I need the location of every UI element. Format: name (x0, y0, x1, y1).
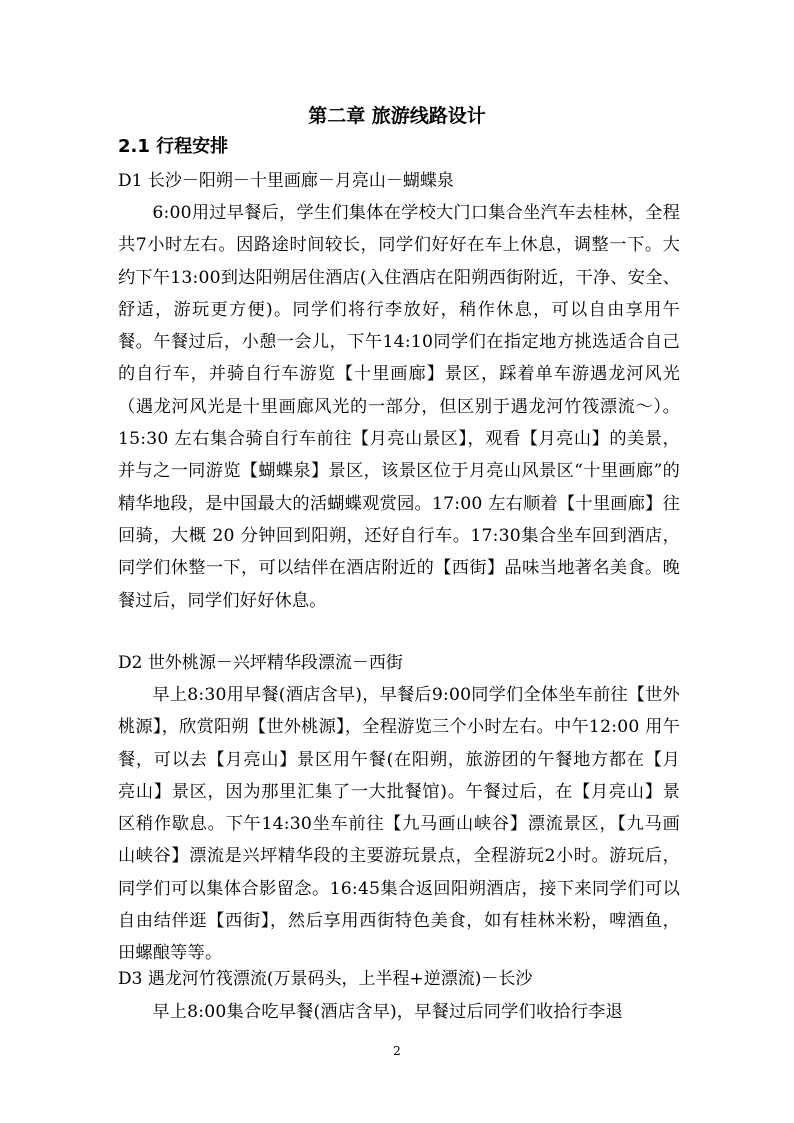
page-number: 2 (393, 1044, 401, 1058)
day-3-heading: D3 遇龙河竹筏漂流(万景码头，上半程+逆漂流)－长沙 (118, 969, 533, 989)
day-1-paragraph: 6:00用过早餐后，学生们集体在学校大门口集合坐汽车去桂林，全程共7小时左右。因路途时间较长，同学们好好在车上休息，调整一下。大约下午13:00到达阳朔居住酒店(入住酒店在阳朔西街附近，干净、安全、舒适，游玩更方便)。同学们将行李放好，稍作休息，可以自由享用午餐。午餐过后，小憩一会儿，下午14:10同学们在指定地方挑选适合自己的自行车，并骑自行车游览【十里画廊】景区，踩着单车游遇龙河风光（遇龙河风光是十里画廊风光的一部分，但区别于遇龙河竹筏漂流～）。15:30 左右集合骑自行车前往【月亮山景区】，观看【月亮山】的美景，并与之一同游览【蝴蝶泉】景区，该景区位于月亮山风景区“十里画廊”的精华地段，是中国最大的活蝴蝶观赏园。17:00 左右顺着【十里画廊】往回骑，大概 20 分钟回到阳朔，还好自行车。17:30集合坐车回到酒店，同学们休整一下，可以结伴在酒店附近的【西街】品味当地著名美食。晚餐过后，同学们好好休息。 (118, 203, 680, 611)
section-title: 2.1 行程安排 (118, 136, 229, 157)
day-2-paragraph: 早上8:30用早餐(酒店含早)，早餐后9:00同学们全体坐车前往【世外桃源】，欣赏阳朔【世外桃源】，全程游览三个小时左右。中午12:00 用午餐，可以去【月亮山】景区用午餐(在阳朔，旅游团的午餐地方都在【月亮山】景区，因为那里汇集了一大批餐馆)。午餐过后，在【月亮山】景区稍作歇息。下午14:30坐车前往【九马画山峡谷】漂流景区，【九马画山峡谷】漂流是兴坪精华段的主要游玩景点，全程游玩2小时。游玩后，同学们可以集体合影留念。16:45集合返回阳朔酒店，接下来同学们可以自由结伴逛【西街】，然后享用西街特色美食，如有桂林米粉，啤酒鱼，田螺酿等等。 (118, 685, 680, 964)
day-1-heading: D1 长沙－阳朔－十里画廊－月亮山－蝴蝶泉 (118, 171, 454, 191)
day-3-paragraph: 早上8:00集合吃早餐(酒店含早)，早餐过后同学们收拾行李退 (152, 1002, 623, 1022)
day-2-heading: D2 世外桃源－兴坪精华段漂流－西街 (118, 653, 403, 673)
chapter-title: 第二章 旅游线路设计 (308, 105, 486, 127)
